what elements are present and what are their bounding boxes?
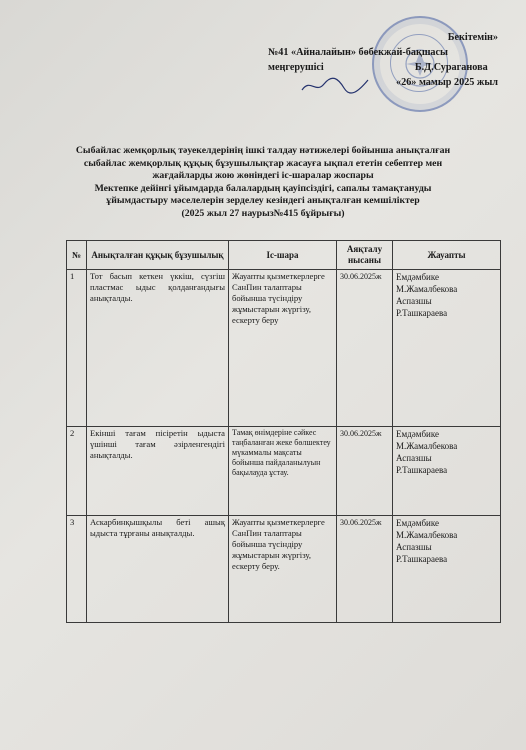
responsible-role-1: Емдәмбике (396, 518, 440, 528)
row-responsible (393, 427, 501, 516)
table-row (67, 270, 501, 427)
responsible-name-1: М.Жамалбекова (396, 284, 458, 294)
row-date: 30.06.2025ж (337, 427, 393, 516)
row-responsible (393, 516, 501, 623)
responsible-name-2: Р.Ташкараева (396, 554, 448, 564)
responsible-role-1: Емдәмбике (396, 272, 440, 282)
row-number: 2 (67, 427, 87, 516)
title-line-1: Сыбайлас жемқорлық тәуекелдерінің ішкі талдау нәтижелері бойынша анықталған (75, 145, 451, 156)
row-date: 30.06.2025ж (337, 270, 393, 427)
row-date: 30.06.2025ж (337, 516, 393, 623)
row-action: Жауапты қызметкерлерге СанПин талаптары бойынша түсіндіру жұмыстарын жүргізу, ескерту беру (229, 270, 337, 427)
header-violation: Анықталған құқық бұзушылық (87, 241, 229, 270)
signature-icon (300, 74, 370, 96)
title-line-5: ұйымдастыру мәселелерін зерделеу кезіндегі анықталған кемшіліктер (106, 195, 420, 206)
table-header-row (67, 241, 501, 270)
title-line-3: жағдайларды жою жөніндегі іс-шаралар жоспары (152, 170, 374, 181)
responsible-name-2: Р.Ташкараева (396, 308, 448, 318)
responsible-role-2: Аспазшы (396, 296, 432, 306)
table-row (67, 427, 501, 516)
row-violation: Екінші тағам пісіретін ыдыста үшінші тағам әзірленгендігі анықталды. (87, 427, 229, 516)
header-action: Іс-шара (229, 241, 337, 270)
responsible-role-2: Аспазшы (396, 542, 432, 552)
header-responsible: Жауапты (393, 241, 501, 270)
violations-table (66, 240, 501, 623)
row-action: Тамақ өнімдеріне сәйкес таңбаланған жеке бөлшектеу мүкаммалы мақсаты бойынша пайдаланылуын бақылауда ұстау. (229, 427, 337, 516)
approval-name: Б.Д.Сураганова (414, 62, 488, 73)
row-violation: Тот басып кеткен үккіш, сүзгіш пластмас ыдыс қолданғандығы анықталды. (87, 270, 229, 427)
row-number: 1 (67, 270, 87, 427)
title-line-4: Мектепке дейінгі ұйымдарда балалардың қауіпсіздігі, сапалы тамақтануды (94, 182, 432, 194)
document-title (20, 145, 506, 220)
approval-date: «26» мамыр 2025 жыл (396, 77, 498, 88)
approval-line-3 (268, 60, 498, 75)
responsible-name-2: Р.Ташкараева (396, 465, 448, 475)
header-completion: Аяқталу нысаны (337, 241, 393, 270)
row-number: 3 (67, 516, 87, 623)
row-responsible (393, 270, 501, 427)
responsible-name-1: М.Жамалбекова (396, 530, 458, 540)
approval-line-1: Бекітемін» (447, 32, 498, 43)
approval-line-2: №41 «Айналайын» бөбекжай-бақшасы (268, 47, 448, 58)
table-row (67, 516, 501, 623)
title-line-2: сыбайлас жемқорлық құқық бұзушылықтар жасауға ықпал ететін себептер мен (83, 157, 443, 169)
title-line-6: (2025 жыл 27 наурыз№415 бұйрығы) (181, 207, 345, 219)
row-violation: Аскарбинқышқылы беті ашық ыдыста тұрғаны анықталды. (87, 516, 229, 623)
responsible-name-1: М.Жамалбекова (396, 441, 458, 451)
header-number: № (67, 241, 87, 270)
responsible-role-2: Аспазшы (396, 453, 432, 463)
approval-position: меңгерушісі (268, 62, 324, 73)
responsible-role-1: Емдәмбике (396, 429, 440, 439)
row-action: Жауапты қызметкерлерге СанПин талаптары бойынша түсіндіру жұмыстарын жүргізу, ескерту беру. (229, 516, 337, 623)
